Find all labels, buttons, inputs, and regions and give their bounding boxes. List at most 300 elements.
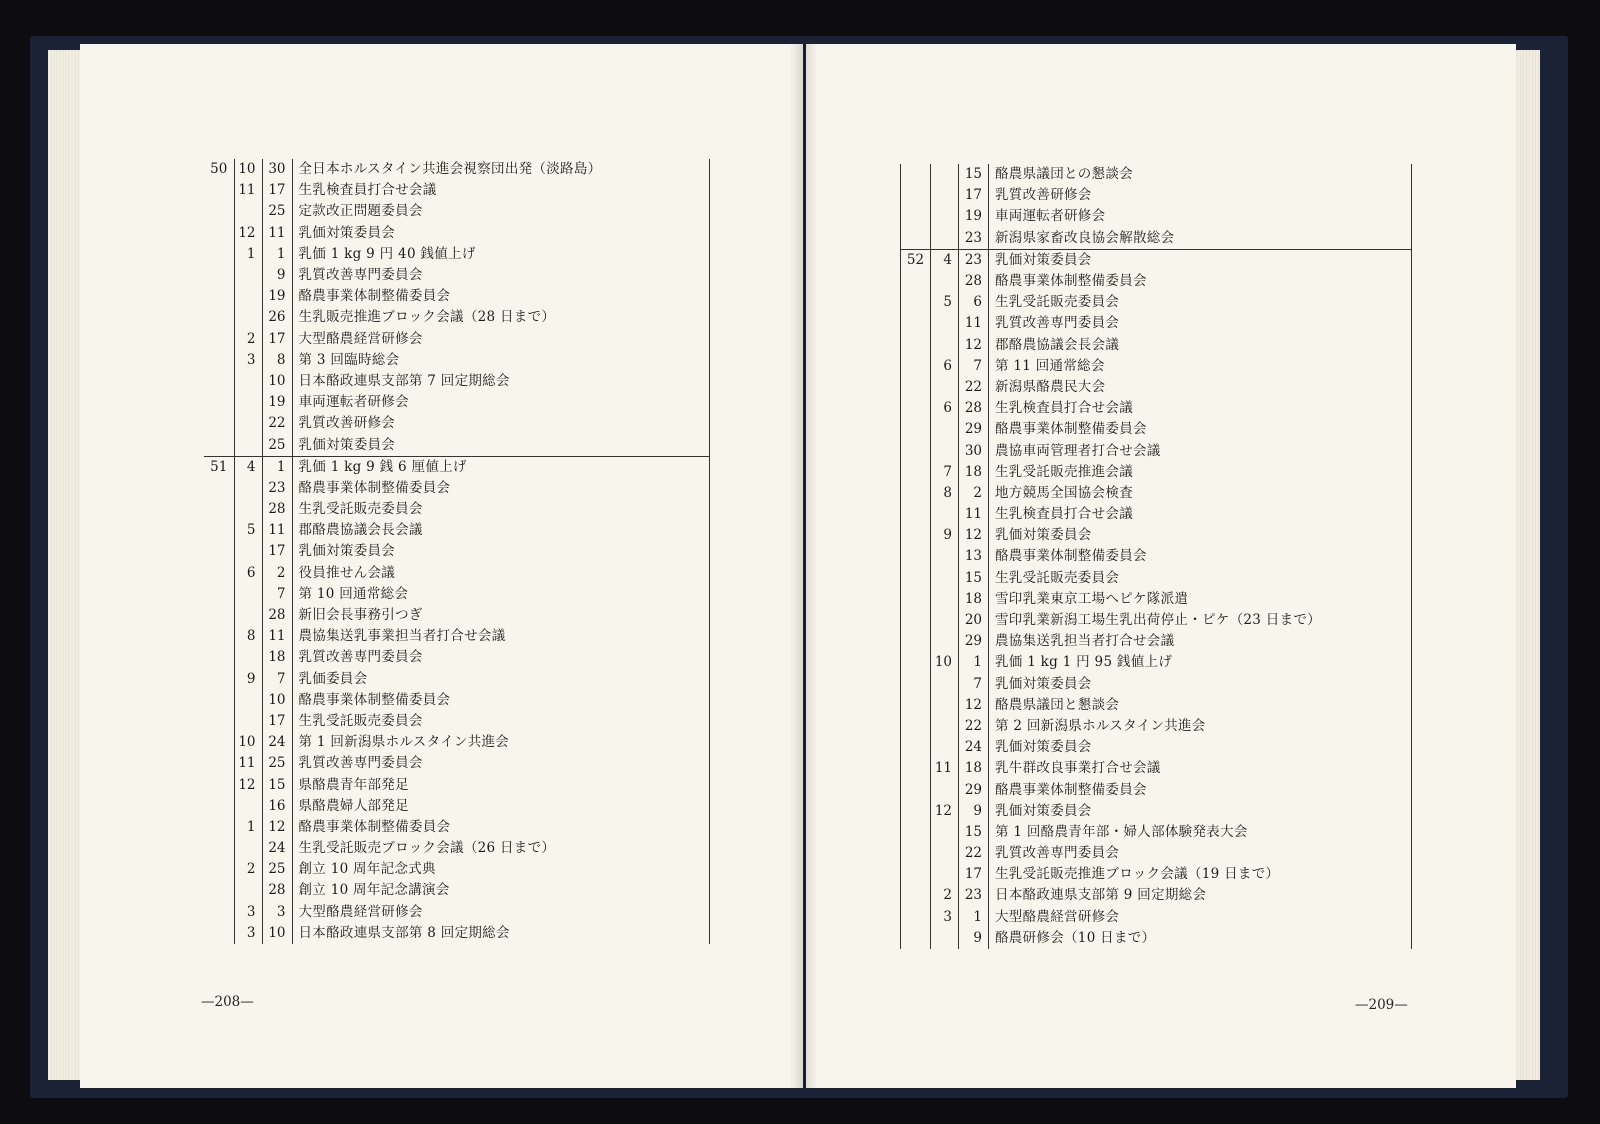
- event-cell: 大型酪農経営研修会: [298, 330, 423, 347]
- day-cell: 7: [262, 669, 292, 690]
- day-cell: 23: [959, 228, 989, 250]
- table-row: [204, 669, 710, 690]
- table-row: [901, 483, 1412, 504]
- event-cell: 生乳受託販売委員会: [995, 569, 1120, 586]
- month-cell: [931, 589, 959, 610]
- event-cell: 酪農県議団との懇談会: [995, 166, 1133, 183]
- table-row: [204, 774, 710, 795]
- year-cell: [204, 563, 234, 584]
- month-cell: [234, 371, 262, 392]
- month-cell: [234, 796, 262, 817]
- year-cell: [901, 779, 931, 800]
- table-row: [901, 631, 1412, 652]
- month-cell: 11: [234, 753, 262, 774]
- year-cell: [901, 504, 931, 525]
- table-row: [901, 164, 1412, 185]
- month-cell: [234, 307, 262, 328]
- year-cell: [901, 525, 931, 546]
- year-cell: [204, 753, 234, 774]
- table-row: [901, 737, 1412, 758]
- table-row: [204, 753, 710, 774]
- day-cell: 30: [262, 159, 292, 180]
- table-row: [901, 440, 1412, 461]
- day-cell: 17: [262, 541, 292, 562]
- event-cell: 日本酪政連県支部第 8 回定期総会: [298, 924, 510, 941]
- day-cell: 24: [262, 838, 292, 859]
- year-cell: [901, 737, 931, 758]
- year-cell: [204, 499, 234, 520]
- table-row: [901, 228, 1412, 250]
- table-row: [204, 817, 710, 838]
- event-cell: 日本酪政連県支部第 9 回定期総会: [995, 887, 1207, 904]
- year-cell: [901, 928, 931, 949]
- month-cell: [931, 864, 959, 885]
- table-row: [901, 695, 1412, 716]
- event-cell: 定款改正問題委員会: [298, 203, 423, 220]
- year-cell: [204, 732, 234, 753]
- month-cell: [234, 880, 262, 901]
- day-cell: 15: [959, 164, 989, 185]
- month-cell: [931, 206, 959, 227]
- event-cell: 新旧会長事務引つぎ: [298, 607, 423, 624]
- month-cell: 1: [234, 244, 262, 265]
- year-cell: [901, 758, 931, 779]
- month-cell: [931, 631, 959, 652]
- chronology-table-right: [900, 164, 1412, 949]
- day-cell: 16: [262, 796, 292, 817]
- month-cell: [234, 605, 262, 626]
- day-cell: 9: [959, 928, 989, 949]
- year-cell: [901, 419, 931, 440]
- event-cell: 乳価対策委員会: [995, 739, 1092, 756]
- table-row: [901, 610, 1412, 631]
- event-cell: 県酪農婦人部発足: [298, 797, 409, 814]
- event-cell: 全日本ホルスタイン共進会視察団出発（淡路島）: [298, 161, 602, 178]
- year-cell: [204, 711, 234, 732]
- month-cell: 3: [234, 350, 262, 371]
- day-cell: 11: [262, 223, 292, 244]
- day-cell: 10: [262, 690, 292, 711]
- event-cell: 酪農事業体制整備委員会: [995, 781, 1147, 798]
- table-row: [901, 313, 1412, 334]
- day-cell: 10: [262, 371, 292, 392]
- table-row: [204, 456, 710, 478]
- day-cell: 28: [959, 271, 989, 292]
- event-cell: 生乳販売推進ブロック会議（28 日まで）: [298, 309, 556, 326]
- month-cell: [234, 690, 262, 711]
- event-cell: 乳価 1 kg 1 円 95 銭値上げ: [995, 654, 1173, 671]
- table-row: [901, 801, 1412, 822]
- year-cell: [901, 674, 931, 695]
- month-cell: [931, 313, 959, 334]
- table-row: [901, 779, 1412, 800]
- year-cell: [204, 265, 234, 286]
- table-row: [901, 568, 1412, 589]
- month-cell: [931, 843, 959, 864]
- year-cell: [204, 774, 234, 795]
- page-number-right: —209—: [1355, 997, 1408, 1013]
- table-row: [204, 499, 710, 520]
- table-row: [204, 180, 710, 201]
- year-cell: [901, 462, 931, 483]
- event-cell: 生乳検査員打合せ会議: [298, 182, 437, 199]
- year-cell: [901, 440, 931, 461]
- day-cell: 12: [959, 525, 989, 546]
- month-cell: 4: [931, 249, 959, 271]
- event-cell: 乳価 1 kg 9 銭 6 厘値上げ: [292, 456, 710, 478]
- year-cell: [204, 690, 234, 711]
- day-cell: 1: [262, 456, 292, 478]
- table-row: [901, 885, 1412, 906]
- month-cell: 12: [234, 223, 262, 244]
- year-cell: [901, 356, 931, 377]
- month-cell: [931, 695, 959, 716]
- year-cell: [204, 626, 234, 647]
- event-cell: 役員推せん会議: [298, 564, 396, 581]
- year-cell: [204, 902, 234, 923]
- year-cell: [901, 206, 931, 227]
- event-cell: 乳質改善専門委員会: [298, 649, 423, 666]
- table-row: [204, 838, 710, 859]
- year-cell: [901, 398, 931, 419]
- day-cell: 25: [262, 201, 292, 222]
- table-row: [204, 880, 710, 901]
- day-cell: 17: [262, 711, 292, 732]
- year-cell: [901, 822, 931, 843]
- event-cell: 生乳検査員打合せ会議: [995, 400, 1133, 417]
- day-cell: 22: [959, 377, 989, 398]
- year-cell: [901, 631, 931, 652]
- year-cell: [204, 520, 234, 541]
- table-row: [204, 478, 710, 499]
- event-cell: 乳価対策委員会: [989, 249, 1412, 271]
- year-cell: [204, 838, 234, 859]
- day-cell: 19: [262, 286, 292, 307]
- month-cell: [931, 779, 959, 800]
- event-cell: 乳価委員会: [298, 670, 368, 687]
- year-cell: [204, 329, 234, 350]
- table-row: [204, 223, 710, 244]
- table-row: [204, 563, 710, 584]
- day-cell: 24: [262, 732, 292, 753]
- year-cell: [901, 313, 931, 334]
- event-cell: 酪農事業体制整備委員会: [995, 548, 1147, 565]
- month-cell: [931, 546, 959, 567]
- year-cell: [901, 228, 931, 250]
- year-cell: [901, 483, 931, 504]
- table-row: [204, 690, 710, 711]
- day-cell: 26: [262, 307, 292, 328]
- day-cell: 15: [959, 568, 989, 589]
- day-cell: 17: [959, 864, 989, 885]
- table-row: [901, 716, 1412, 737]
- year-cell: 52: [901, 249, 931, 271]
- month-cell: [234, 499, 262, 520]
- month-cell: [234, 265, 262, 286]
- event-cell: 第 1 回酪農青年部・婦人部体験発表大会: [995, 823, 1248, 840]
- month-cell: [234, 413, 262, 434]
- table-row: [901, 822, 1412, 843]
- table-row: [901, 758, 1412, 779]
- day-cell: 24: [959, 737, 989, 758]
- month-cell: [931, 440, 959, 461]
- month-cell: 12: [931, 801, 959, 822]
- event-cell: 乳質改善専門委員会: [298, 755, 423, 772]
- month-cell: [931, 674, 959, 695]
- year-cell: [204, 434, 234, 456]
- table-row: [901, 462, 1412, 483]
- month-cell: 10: [234, 159, 262, 180]
- page-stack-left: [48, 50, 80, 1080]
- day-cell: 17: [959, 185, 989, 206]
- event-cell: 生乳受託販売委員会: [298, 712, 423, 729]
- event-cell: 第 3 回臨時総会: [298, 351, 400, 368]
- table-row: [901, 652, 1412, 673]
- event-cell: 生乳検査員打合せ会議: [995, 506, 1133, 523]
- month-cell: [234, 838, 262, 859]
- table-row: [901, 928, 1412, 949]
- day-cell: 18: [959, 589, 989, 610]
- year-cell: [204, 413, 234, 434]
- day-cell: 25: [262, 753, 292, 774]
- event-cell: 農協車両管理者打合せ会議: [995, 442, 1161, 459]
- event-cell: 乳牛群改良事業打合せ会議: [995, 760, 1161, 777]
- event-cell: 乳質改善専門委員会: [995, 315, 1120, 332]
- year-cell: [204, 244, 234, 265]
- chronology-table-left: [204, 159, 710, 944]
- month-cell: 6: [931, 398, 959, 419]
- table-row: [204, 434, 710, 456]
- month-cell: [234, 478, 262, 499]
- month-cell: [931, 716, 959, 737]
- year-cell: [901, 610, 931, 631]
- year-cell: [901, 335, 931, 356]
- month-cell: [931, 419, 959, 440]
- month-cell: 2: [234, 329, 262, 350]
- table-row: [204, 859, 710, 880]
- month-cell: 5: [234, 520, 262, 541]
- year-cell: [204, 371, 234, 392]
- month-cell: [931, 568, 959, 589]
- table-row: [901, 271, 1412, 292]
- table-row: [204, 902, 710, 923]
- day-cell: 30: [959, 440, 989, 461]
- day-cell: 20: [959, 610, 989, 631]
- month-cell: 8: [931, 483, 959, 504]
- table-row: [204, 413, 710, 434]
- month-cell: [234, 584, 262, 605]
- table-row: [204, 541, 710, 562]
- day-cell: 17: [262, 180, 292, 201]
- year-cell: [901, 292, 931, 313]
- event-cell: 乳価対策委員会: [298, 543, 396, 560]
- event-cell: 大型酪農経営研修会: [298, 903, 423, 920]
- event-cell: 大型酪農経営研修会: [995, 908, 1120, 925]
- day-cell: 25: [262, 859, 292, 880]
- month-cell: [931, 504, 959, 525]
- event-cell: 生乳受託販売委員会: [298, 501, 423, 518]
- table-row: [901, 249, 1412, 271]
- day-cell: 15: [262, 774, 292, 795]
- table-row: [901, 907, 1412, 928]
- year-cell: [204, 392, 234, 413]
- event-cell: 創立 10 周年記念式典: [298, 861, 436, 878]
- table-row: [204, 711, 710, 732]
- day-cell: 18: [959, 758, 989, 779]
- table-row: [901, 546, 1412, 567]
- event-cell: 酪農事業体制整備委員会: [995, 273, 1147, 290]
- month-cell: [234, 541, 262, 562]
- month-cell: 6: [931, 356, 959, 377]
- day-cell: 1: [959, 907, 989, 928]
- table-row: [204, 732, 710, 753]
- year-cell: [204, 286, 234, 307]
- event-cell: 酪農事業体制整備委員会: [298, 818, 451, 835]
- day-cell: 29: [959, 419, 989, 440]
- day-cell: 13: [959, 546, 989, 567]
- day-cell: 23: [959, 249, 989, 271]
- table-row: [901, 843, 1412, 864]
- table-row: [204, 159, 710, 180]
- event-cell: 乳価対策委員会: [995, 675, 1092, 692]
- month-cell: [931, 822, 959, 843]
- year-cell: [204, 859, 234, 880]
- year-cell: [901, 801, 931, 822]
- day-cell: 17: [262, 329, 292, 350]
- year-cell: [901, 377, 931, 398]
- month-cell: 10: [931, 652, 959, 673]
- day-cell: 3: [262, 902, 292, 923]
- table-row: [204, 371, 710, 392]
- table-row: [901, 185, 1412, 206]
- table-row: [204, 392, 710, 413]
- day-cell: 22: [959, 716, 989, 737]
- page-number-left: —208—: [201, 994, 254, 1010]
- event-cell: 雪印乳業新潟工場生乳出荷停止・ピケ（23 日まで）: [995, 612, 1321, 629]
- day-cell: 19: [262, 392, 292, 413]
- day-cell: 1: [959, 652, 989, 673]
- month-cell: 10: [234, 732, 262, 753]
- month-cell: [931, 377, 959, 398]
- month-cell: 2: [931, 885, 959, 906]
- year-cell: [901, 546, 931, 567]
- year-cell: [204, 796, 234, 817]
- day-cell: 28: [262, 605, 292, 626]
- month-cell: [931, 185, 959, 206]
- month-cell: 12: [234, 774, 262, 795]
- year-cell: [204, 817, 234, 838]
- event-cell: 乳価対策委員会: [298, 224, 396, 241]
- month-cell: 7: [931, 462, 959, 483]
- event-cell: 生乳受託販売ブロック会議（26 日まで）: [298, 840, 556, 857]
- day-cell: 29: [959, 631, 989, 652]
- day-cell: 9: [262, 265, 292, 286]
- event-cell: 酪農事業体制整備委員会: [298, 288, 451, 305]
- month-cell: [931, 928, 959, 949]
- day-cell: 28: [959, 398, 989, 419]
- event-cell: 乳価対策委員会: [995, 802, 1092, 819]
- month-cell: [234, 647, 262, 668]
- event-cell: 酪農県議団と懇談会: [995, 696, 1120, 713]
- day-cell: 28: [262, 499, 292, 520]
- year-cell: [204, 647, 234, 668]
- month-cell: 1: [234, 817, 262, 838]
- month-cell: 11: [931, 758, 959, 779]
- year-cell: [204, 880, 234, 901]
- month-cell: [931, 737, 959, 758]
- day-cell: 22: [262, 413, 292, 434]
- event-cell: 乳価対策委員会: [298, 436, 396, 453]
- year-cell: [901, 907, 931, 928]
- table-row: [901, 335, 1412, 356]
- day-cell: 6: [959, 292, 989, 313]
- day-cell: 25: [262, 434, 292, 456]
- day-cell: 22: [959, 843, 989, 864]
- year-cell: [901, 695, 931, 716]
- table-row: [204, 584, 710, 605]
- year-cell: [901, 271, 931, 292]
- event-cell: 郡酪農協議会長会議: [298, 522, 423, 539]
- event-cell: 乳質改善専門委員会: [298, 267, 423, 284]
- table-row: [901, 398, 1412, 419]
- day-cell: 8: [262, 350, 292, 371]
- event-cell: 地方競馬全国協会検査: [995, 484, 1133, 501]
- year-cell: [204, 584, 234, 605]
- year-cell: 50: [204, 159, 234, 180]
- page-stack-right: [1514, 50, 1540, 1080]
- year-cell: [204, 923, 234, 944]
- table-row: [204, 244, 710, 265]
- event-cell: 生乳受託販売推進会議: [995, 463, 1133, 480]
- month-cell: [234, 711, 262, 732]
- month-cell: [931, 164, 959, 185]
- month-cell: 11: [234, 180, 262, 201]
- year-cell: [901, 716, 931, 737]
- year-cell: 51: [204, 456, 234, 478]
- month-cell: 5: [931, 292, 959, 313]
- year-cell: [204, 478, 234, 499]
- day-cell: 9: [959, 801, 989, 822]
- table-row: [204, 605, 710, 626]
- day-cell: 7: [262, 584, 292, 605]
- day-cell: 2: [262, 563, 292, 584]
- table-row: [204, 647, 710, 668]
- table-row: [204, 201, 710, 222]
- month-cell: 8: [234, 626, 262, 647]
- table-row: [204, 350, 710, 371]
- day-cell: 29: [959, 779, 989, 800]
- day-cell: 11: [959, 313, 989, 334]
- month-cell: [931, 335, 959, 356]
- year-cell: [901, 164, 931, 185]
- event-cell: 雪印乳業東京工場へピケ隊派遣: [995, 590, 1189, 607]
- year-cell: [204, 223, 234, 244]
- event-cell: 農協集送乳事業担当者打合せ会議: [298, 628, 506, 645]
- table-row: [901, 356, 1412, 377]
- day-cell: 11: [262, 626, 292, 647]
- year-cell: [204, 541, 234, 562]
- event-cell: 酪農事業体制整備委員会: [298, 691, 451, 708]
- day-cell: 1: [262, 244, 292, 265]
- day-cell: 2: [959, 483, 989, 504]
- table-row: [204, 626, 710, 647]
- month-cell: 9: [234, 669, 262, 690]
- day-cell: 10: [262, 923, 292, 944]
- table-row: [204, 286, 710, 307]
- year-cell: [204, 350, 234, 371]
- year-cell: [901, 864, 931, 885]
- month-cell: 6: [234, 563, 262, 584]
